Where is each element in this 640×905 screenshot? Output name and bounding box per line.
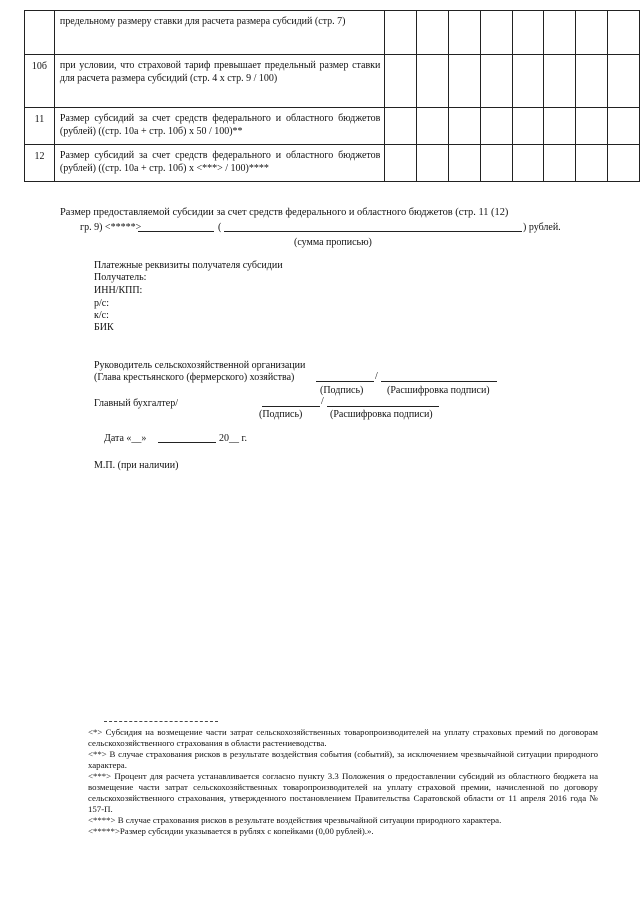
date-year: 20__ г. [219, 433, 247, 444]
date-month-field[interactable] [158, 442, 216, 443]
amount-in-words-field[interactable] [224, 231, 522, 232]
summary-line-2-suffix: ) рублей. [523, 222, 561, 233]
subsidy-table [24, 10, 640, 182]
footnote-2: <**> В случае страхования рисков в результате воздействия события (событий), за исключением чрезвычайной ситуации природного характера. [88, 749, 598, 770]
sign-caption: (Подпись) [259, 409, 303, 420]
summary-line-2-prefix: гр. 9) <*****> [80, 222, 142, 233]
amount-field[interactable] [138, 231, 214, 232]
accountant-decode-field[interactable] [327, 406, 439, 407]
row-text: Размер субсидий за счет средств федерального и областного бюджетов (рублей) ((стр. 10а + стр. 10б) х 50 / 100)** [54, 108, 384, 145]
row-text: предельному размеру ставки для расчета размера субсидий (стр. 7) [54, 11, 384, 55]
table-row [25, 145, 640, 182]
decode-caption: (Расшифровка подписи) [330, 409, 433, 420]
footnote-4: <****> В случае страхования рисков в результате воздействия чрезвычайной ситуации природного характера. [88, 815, 502, 825]
footnotes [88, 727, 598, 837]
row-number: 10б [25, 55, 55, 108]
summary-open-paren: ( [218, 222, 222, 233]
row-text: Размер субсидий за счет средств федерального и областного бюджетов (рублей) ((стр. 10а + стр. 10б) х <***> / 100)**** [54, 145, 384, 182]
head-signature-field[interactable] [316, 381, 374, 382]
head-title-2: (Глава крестьянского (фермерского) хозяйства) [94, 372, 295, 383]
footnote-5: <*****>Размер субсидии указывается в рублях с копейками (0,00 рублей).». [88, 826, 374, 836]
row-number: 12 [25, 145, 55, 182]
decode-caption: (Расшифровка подписи) [387, 385, 490, 396]
date-label: Дата «__» [104, 433, 147, 444]
inn-label: ИНН/КПП: [94, 285, 143, 296]
row-number [25, 11, 55, 55]
amount-caption: (сумма прописью) [294, 237, 372, 248]
corr-account-label: к/с: [94, 310, 109, 321]
table-row [25, 11, 640, 55]
sign-caption: (Подпись) [320, 385, 364, 396]
summary-line-1: Размер предоставляемой субсидии за счет средств федерального и областного бюджетов (стр. 11 (12) [60, 207, 509, 218]
table-row [25, 108, 640, 145]
table-row [25, 55, 640, 108]
footnote-3: <***> Процент для расчета устанавливается согласно пункту 3.3 Положения о предоставлении субсидий из областного бюджета на возмещение части затрат сельскохозяйственных товаропроизводителей на уплату страховой премии, начисленной по договору сельскохозяйственного страхования, утвержденного постановлением Правительства Саратовской области от 11 апреля 2016 года № 157-П. [88, 771, 598, 814]
slash: / [321, 396, 324, 407]
row-number: 11 [25, 108, 55, 145]
footnote-1: <*> Субсидия на возмещение части затрат сельскохозяйственных товаропроизводителей на уплату страховых премий по договорам сельскохозяйственного страхования в области растениеводства. [88, 727, 598, 748]
accountant-signature-field[interactable] [262, 406, 320, 407]
accountant-label: Главный бухгалтер/ [94, 398, 179, 409]
account-label: р/с: [94, 298, 109, 309]
head-title-1: Руководитель сельскохозяйственной организации [94, 360, 306, 371]
head-signature-decode-field[interactable] [381, 381, 497, 382]
slash: / [375, 371, 378, 382]
seal-label: М.П. (при наличии) [94, 460, 179, 471]
row-text: при условии, что страховой тариф превышает предельный размер ставки для расчета размера субсидий (стр. 4 х стр. 9 / 100) [54, 55, 384, 108]
footnote-separator [104, 721, 218, 722]
recipient-label: Получатель: [94, 272, 147, 283]
requisites-title: Платежные реквизиты получателя субсидии [94, 260, 283, 271]
bik-label: БИК [94, 322, 114, 333]
